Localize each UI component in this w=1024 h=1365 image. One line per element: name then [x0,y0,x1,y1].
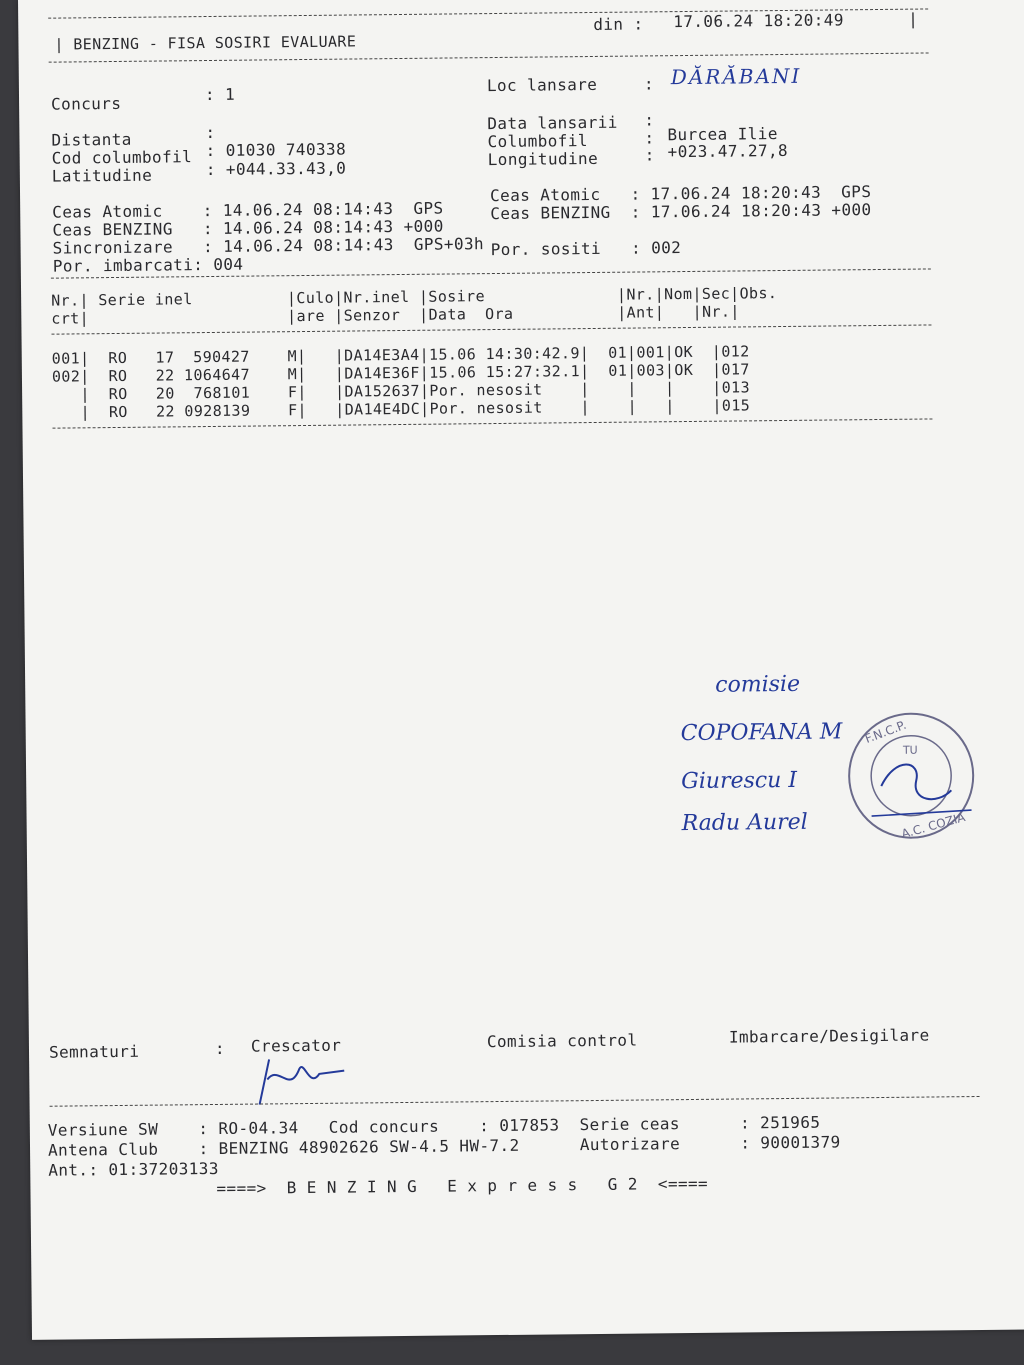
handwritten-signature: Giurescu I [681,767,798,795]
handwritten-signature: COPOFANA M [680,719,843,747]
latitudine-value: : +044.33.43,0 [205,158,347,180]
club-stamp-icon [840,705,981,846]
ceas-atomic-end: Ceas Atomic : 17.06.24 18:20:43 GPS [489,182,872,206]
cod-columbofil-value: : 01030 740338 [205,139,347,161]
stamp-text-mid: TU [902,743,918,757]
printout-sheet [18,0,1024,1340]
din-label: din : [593,14,644,34]
por-sositi: Por. sositi : 002 [490,238,682,260]
footer-line-3: Ant.: 01:37203133 [48,1158,219,1180]
stamp-text-top: F.N.C.P. [863,717,909,746]
table-header-row-2: crt| |are |Senzor |Data Ora |Ant| |Nr.| [51,302,740,328]
divider-header [49,52,929,62]
latitudine-label: Latitudine [51,165,153,186]
longitudine-label: Longitudine [487,148,599,170]
ceas-benzing-start: Ceas BENZING : 14.06.24 08:14:43 +000 [52,216,444,240]
table-row: | RO 22 0928139 F| |DA14E4DC|Por. nesosit | | | |015 [52,396,751,422]
loc-lansare-label: Loc lansare [486,74,598,96]
semnaturi-sep: : [214,1038,226,1058]
header-end-bar: | [908,9,919,29]
semnaturi-label: Semnaturi [48,1041,140,1062]
footer-line-1: Versiune SW : RO-04.34 Cod concurs : 017853 Serie ceas : 251965 [47,1112,821,1140]
stamp-text-bottom: A.C. COZIA [899,810,967,842]
handwritten-signature: Radu Aurel [681,809,808,837]
table-row: | RO 20 768101 F| |DA152637|Por. nesosit | | | |013 [52,378,751,404]
crescator-signature-icon [239,1049,350,1110]
footer-line-2: Antena Club : BENZING 48902626 SW-4.5 HW-7.2 Autorizare : 90001379 [47,1132,841,1160]
cod-columbofil-label: Cod columbofil [51,147,193,168]
columbofil-label: Columbofil [487,131,588,152]
distanta-value: : [205,122,216,143]
por-imbarcati: Por. imbarcati: 004 [52,254,244,276]
loc-lansare-handwritten: DĂRĂBANI [670,63,802,90]
handwritten-comisie: comisie [715,671,801,698]
longitudine-sep: : [644,145,655,165]
columbofil-value: Burcea Ilie [667,124,778,145]
table-row: 001| RO 17 590427 M| |DA14E3A4|15.06 14:30:42.9| 01|001|OK |012 [51,342,750,368]
sincronizare: Sincronizare : 14.06.24 08:14:43 GPS+03h [52,234,485,258]
data-lansarii-label: Data lansarii [487,112,618,134]
ceas-benzing-end: Ceas BENZING : 17.06.24 18:20:43 +000 [490,200,872,224]
table-header-row-1: Nr.| Serie inel |Culo|Nr.inel |Sosire |Nr.|Nom|Sec|Obs. [51,284,778,310]
crescator-label: Crescator [250,1035,342,1056]
data-lansarii-sep: : [644,110,655,130]
sheet-title: | BENZING - FISA SOSIRI EVALUARE [54,32,357,54]
comisia-control-label: Comisia control [486,1030,638,1052]
columbofil-sep: : [644,128,655,148]
concurs-value: : 1 [204,84,236,105]
longitudine-value: +023.47.27,8 [667,140,789,162]
ceas-atomic-start: Ceas Atomic : 14.06.24 08:14:43 GPS [52,198,444,222]
loc-lansare-sep: : [643,74,655,94]
concurs-label: Concurs [50,93,122,114]
footer-brand: ====> B E N Z I N G E x p r e s s G 2 <==== [216,1173,709,1198]
imbarcare-label: Imbarcare/Desigilare [728,1025,930,1047]
distanta-label: Distanta [51,129,132,150]
table-row: 002| RO 22 1064647 M| |DA14E36F|15.06 15:27:32.1| 01|003|OK |017 [51,360,750,386]
printed-datetime: 17.06.24 18:20:49 [673,10,844,32]
divider-footer [50,1096,980,1107]
